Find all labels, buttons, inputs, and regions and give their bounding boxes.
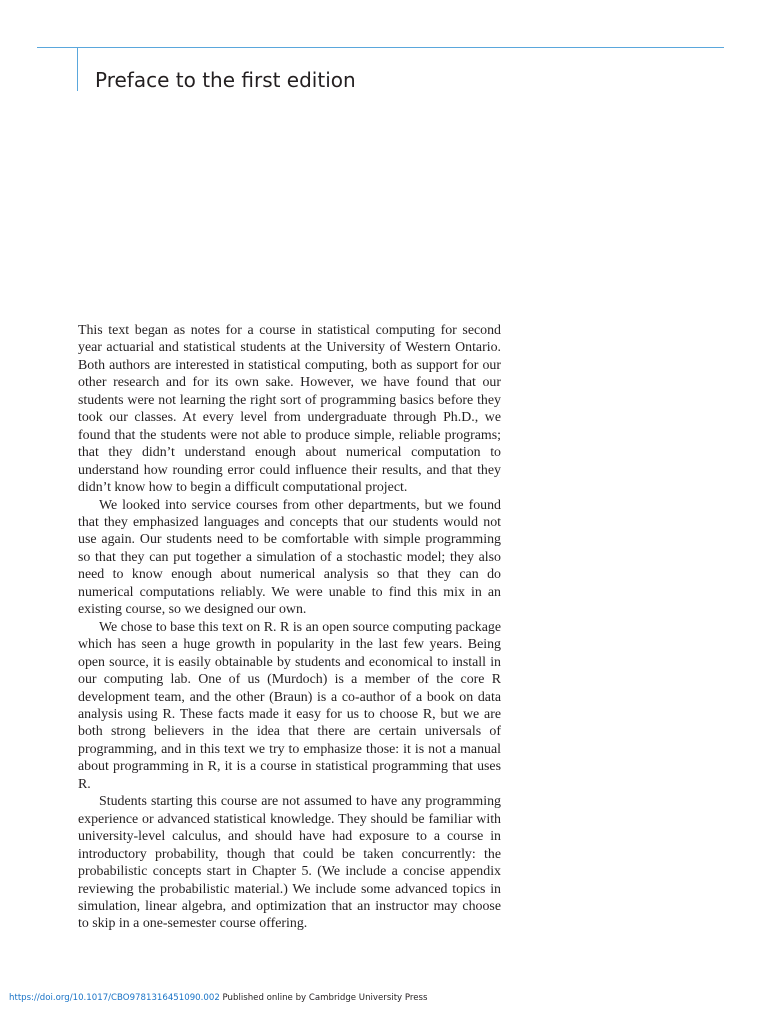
page-footer bbox=[9, 993, 428, 1003]
doi-link[interactable]: https://doi.org/10.1017/CBO9781316451090.002 bbox=[9, 993, 220, 1003]
preface-body bbox=[78, 322, 501, 933]
page-title: Preface to the first edition bbox=[95, 68, 356, 92]
paragraph-4: Students starting this course are not assumed to have any programming experience or advanced statistical knowledge. They should be familiar with university-level calculus, and should have had exposure to a course in introductory probability, though that could be taken concurrently: the probabilistic concepts start in Chapter 5. (We include a concise appendix reviewing the probabilistic material.) We include some advanced topics in simulation, linear algebra, and optimization that an instructor may choose to skip in a one-semester course offering. bbox=[78, 794, 501, 932]
publisher-note: Published online by Cambridge University Press bbox=[219, 993, 428, 1003]
paragraph-3: We chose to base this text on R. R is an open source computing package which has seen a huge growth in popularity in the last few years. Being open source, it is easily obtainable by students and economical to install in our computing lab. One of us (Murdoch) is a member of the core R development team, and the other (Braun) is a co-author of a book on data analysis using R. These facts made it easy for us to choose R, but we are both strong believers in the idea that there are certain universals of programming, and in this text we try to emphasize those: it is not a manual about programming in R, it is a course in statistical programming that uses R. bbox=[78, 619, 501, 792]
paragraph-1: This text began as notes for a course in statistical computing for second year actuarial and statistical students at the University of Western Ontario. Both authors are interested in statistical computing, both as support for our other research and for its own sake. However, we have found that our students were not learning the right sort of programming basics before they took our classes. At every level from undergraduate through Ph.D., we found that the students were not able to produce simple, reliable programs; that they didn’t understand enough about numerical computation to understand how rounding error could influence their results, and that they didn’t know how to begin a difficult computational project. bbox=[78, 323, 501, 496]
header-rule-horizontal bbox=[37, 47, 724, 48]
header-rule-vertical bbox=[77, 47, 78, 91]
paragraph-2: We looked into service courses from other departments, but we found that they emphasized languages and concepts that our students would not use again. Our students need to be comfortable with simple programming so that they can put together a simulation of a stochastic model; they also need to know enough about numerical analysis so that they can do numerical computations reliably. We were unable to find this mix in an existing course, so we designed our own. bbox=[78, 497, 501, 618]
